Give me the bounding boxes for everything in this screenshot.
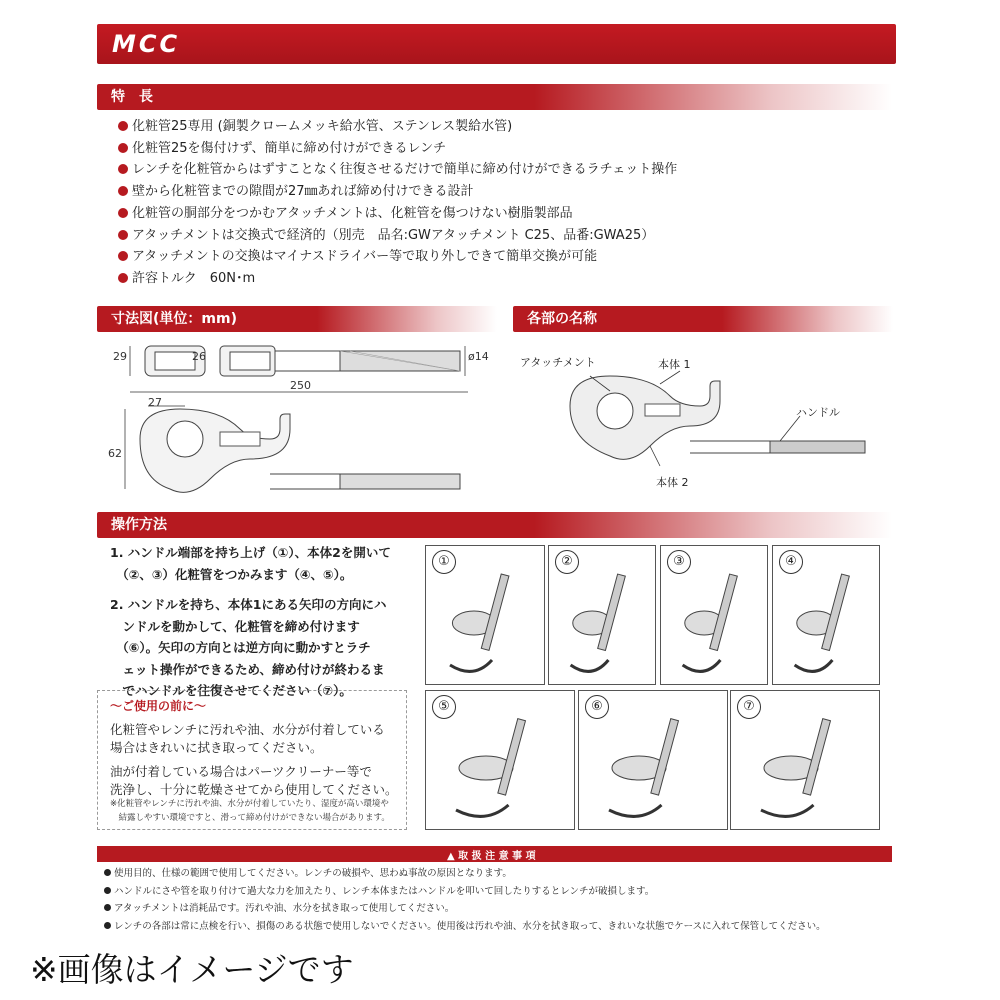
caution-item [104,919,826,934]
bullet-icon [104,904,111,911]
feature-text: 許容トルク 60N･m [132,270,256,286]
panel-number: ④ [779,550,803,574]
before-use-note: ※化粧管やレンチに汚れや油、水分が付着していたり、湿度が高い環境や [110,799,389,809]
feature-text: レンチを化粧管からはずすことなく往復させるだけで簡単に締め付けができるラチェット操作 [132,162,678,178]
wrench-illustration [426,691,574,829]
before-use-line: 洗浄し、十分に乾燥させてから使用してください。 [110,782,398,797]
bullet-icon [118,186,128,196]
feature-text: 化粧管の胴部分をつかむアタッチメントは、化粧管を傷つけない樹脂製部品 [132,205,573,221]
operation-panel [425,545,545,685]
caution-text: ハンドルにさや管を取り付けて過大な力を加えたり、レンチ本体またはハンドルを叩いて回したりするとレンチが破損します。 [114,885,655,897]
feature-text: 化粧管25専用 (銅製クロームメッキ給水管、ステンレス製給水管) [132,119,513,134]
feature-text: アタッチメントの交換はマイナスドライバー等で取り外しできて簡単交換が可能 [132,249,598,265]
feature-item [118,247,597,267]
before-use-line: 油が付着している場合はパーツクリーナー等で [110,764,372,779]
panel-number: ⑤ [432,695,456,719]
panel-number: ⑦ [737,695,761,719]
operation-step-line: 1. ハンドル端部を持ち上げ（①）、本体2を開いて [110,545,391,560]
feature-text: 化粧管25を傷付けず、簡単に締め付けができるレンチ [132,140,447,156]
feature-item [118,139,446,159]
features-heading: 特 長 [97,84,892,110]
bullet-icon [104,922,111,929]
label-body2: 本体 2 [656,476,689,489]
bullet-icon [118,230,128,240]
caution-title: ▲ 取 扱 注 意 事 項 [447,851,536,862]
operation-panel [730,690,880,830]
operation-step-line: 2. ハンドルを持ち、本体1にある矢印の方向にハ [110,597,387,612]
wrench-illustration [773,546,879,684]
feature-text: アタッチメントは交換式で経済的（別売 品名:GWアタッチメント C25、品番:GWA25） [132,227,655,243]
parts-heading: 各部の名称 [513,306,893,332]
wrench-illustration [549,546,655,684]
bullet-icon [118,143,128,153]
dim-27: 27 [148,396,162,409]
wrench-illustration [579,691,727,829]
operation-panel [660,545,768,685]
operation-panel [772,545,880,685]
label-body1: 本体 1 [658,358,691,371]
wrench-illustration [731,691,879,829]
dimensions-heading: 寸法図(単位：mm) [97,306,497,332]
dim-250: 250 [290,379,311,392]
operation-panel [425,690,575,830]
wrench-illustration [661,546,767,684]
label-attachment: アタッチメント [520,356,596,369]
before-use-note: 結露しやすい環境ですと、滑って締め付けができない場合があります。 [110,813,390,823]
caution-text: 使用目的、仕様の範囲で使用してください。レンチの破損や、思わぬ事故の原因となります。 [114,868,512,879]
feature-item [118,182,474,202]
operation-step-line: （⑥）。矢印の方向とは逆方向に動かすとラチ [110,640,371,655]
operation-panel [578,690,728,830]
image-disclaimer: ※画像はイメージです [30,950,354,989]
operation-panel [548,545,656,685]
operation-step-line: （②、③）化粧管をつかみます（④、⑤）。 [110,566,353,582]
caution-item [104,901,454,916]
panel-number: ② [555,550,579,574]
before-use-line: 場合はきれいに拭き取ってください。 [110,740,323,755]
panel-number: ⑥ [585,695,609,719]
caution-text: レンチの各部は常に点検を行い、損傷のある状態で使用しないでください。使用後は汚れや油、水分を拭き取って、きれいな状態でケースに入れて保管してください。 [114,920,826,932]
feature-item [118,117,512,137]
parts-drawing [560,356,890,496]
caution-item [104,866,512,881]
dim-29: 29 [113,350,127,363]
wrench-illustration [426,546,544,684]
bullet-icon [118,164,128,174]
before-use-line: 化粧管やレンチに汚れや油、水分が付着している [110,722,385,737]
feature-item [118,269,255,289]
bullet-icon [104,887,111,894]
label-handle: ハンドル [796,406,840,419]
dim-62: 62 [108,447,122,460]
operation-step-line: ェット操作ができるため、締め付けが終わるま [110,661,385,677]
header-bar [97,24,896,64]
operation-step-line: ンドルを動かして、化粧管を締め付けます [110,618,360,634]
bullet-icon [118,251,128,261]
feature-text: 壁から化粧管までの隙間が27㎜あれば締め付けできる設計 [132,184,474,200]
dimension-drawing [100,334,490,504]
panel-number: ③ [667,550,691,574]
caution-item [104,884,654,899]
caution-title-text: 取 扱 注 意 事 項 [458,851,536,862]
feature-item [118,226,654,246]
bullet-icon [118,208,128,218]
before-use-title: 〜ご使用の前に〜 [110,699,207,713]
operation-heading: 操作方法 [97,512,892,538]
brand-logo: MCC [112,30,181,58]
panel-number: ① [432,550,456,574]
feature-item [118,204,573,224]
bullet-icon [118,121,128,131]
dim-diameter: ø14 [468,350,489,363]
caution-text: アタッチメントは消耗品です。汚れや油、水分を拭き取って使用してください。 [114,903,455,914]
operation-step-line: でハンドルを往復させてください（⑦）。 [110,683,352,698]
bullet-icon [104,869,111,876]
feature-item [118,160,677,180]
dim-26: 26 [192,350,206,363]
bullet-icon [118,273,128,283]
